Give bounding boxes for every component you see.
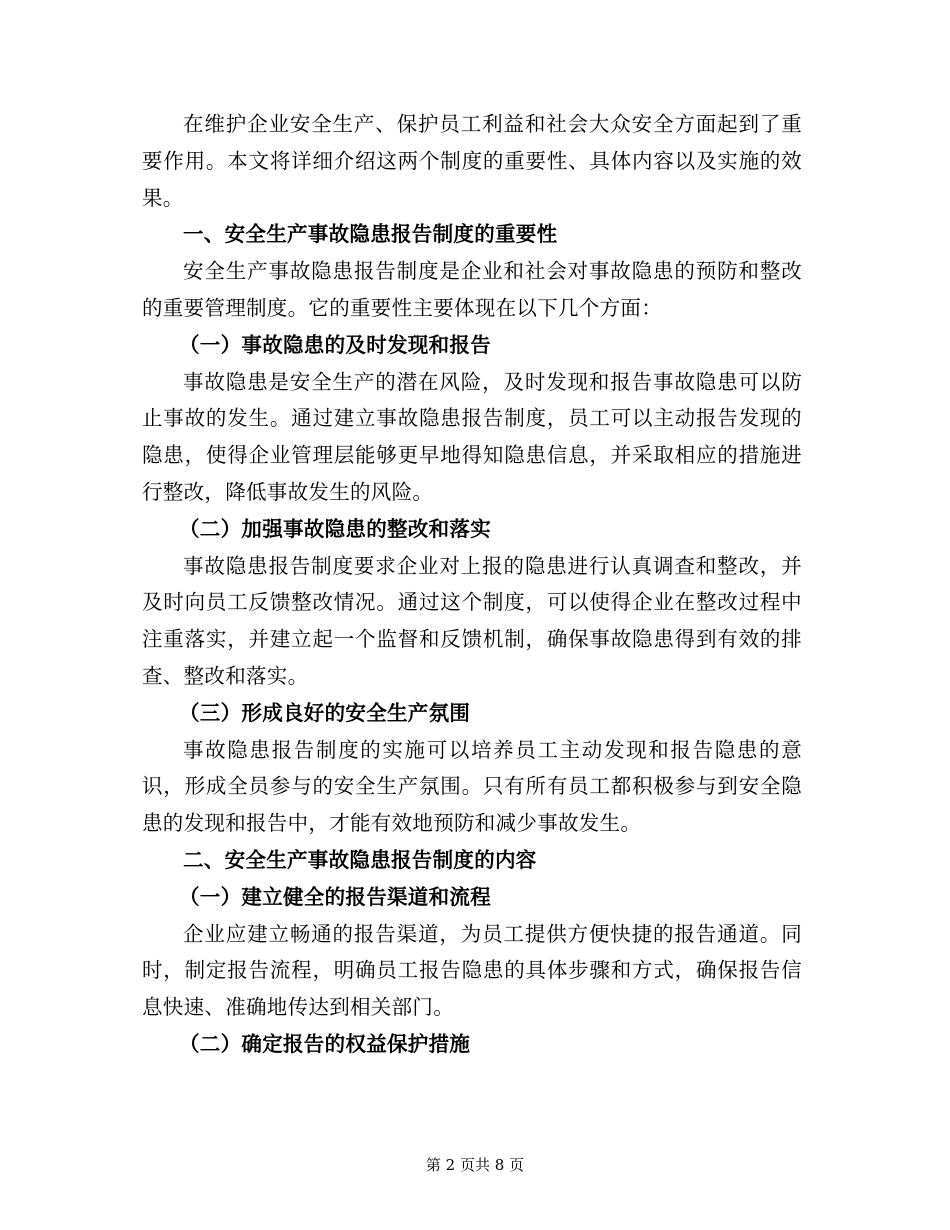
section-heading-importance: 一、安全生产事故隐患报告制度的重要性 — [183, 222, 558, 247]
paragraph-report-channels: 企业应建立畅通的报告渠道，为员工提供方便快捷的报告通道。同时，制定报告流程，明确员工报告隐患的具体步骤和方式，确保报告信息快速、准确地传达到相关部门。 — [142, 921, 802, 1020]
paragraph-timely-discovery: 事故隐患是安全生产的潜在风险，及时发现和报告事故隐患可以防止事故的发生。通过建立事故隐患报告制度，员工可以主动报告发现的隐患，使得企业管理层能够更早地得知隐患信息，并采取相应的措施进行整改，降低事故发生的风险。 — [142, 369, 802, 504]
subheading-timely-discovery: （一）事故隐患的及时发现和报告 — [179, 332, 491, 357]
paragraph-intro: 在维护企业安全生产、保护员工利益和社会大众安全方面起到了重要作用。本文将详细介绍这两个制度的重要性、具体内容以及实施的效果。 — [142, 112, 802, 210]
subheading-report-channels: （一）建立健全的报告渠道和流程 — [179, 884, 491, 909]
section-heading-content: 二、安全生产事故隐患报告制度的内容 — [183, 847, 537, 872]
paragraph-importance-summary: 安全生产事故隐患报告制度是企业和社会对事故隐患的预防和整改的重要管理制度。它的重要性主要体现在以下几个方面： — [142, 259, 802, 320]
subheading-rights-protection: （二）确定报告的权益保护措施 — [179, 1031, 471, 1056]
paragraph-rectification: 事故隐患报告制度要求企业对上报的隐患进行认真调查和整改，并及时向员工反馈整改情况。通过这个制度，可以使得企业在整改过程中注重落实，并建立起一个监督和反馈机制，确保事故隐患得到有效的排查、整改和落实。 — [142, 553, 802, 688]
subheading-rectification: （二）加强事故隐患的整改和落实 — [179, 516, 491, 541]
subheading-safety-atmosphere: （三）形成良好的安全生产氛围 — [179, 700, 471, 725]
document-body — [142, 106, 802, 1063]
page-number-footer: 第 2 页共 8 页 — [425, 1156, 525, 1174]
paragraph-safety-atmosphere: 事故隐患报告制度的实施可以培养员工主动发现和报告隐患的意识，形成全员参与的安全生产氛围。只有所有员工都积极参与到安全隐患的发现和报告中，才能有效地预防和减少事故发生。 — [142, 737, 802, 836]
